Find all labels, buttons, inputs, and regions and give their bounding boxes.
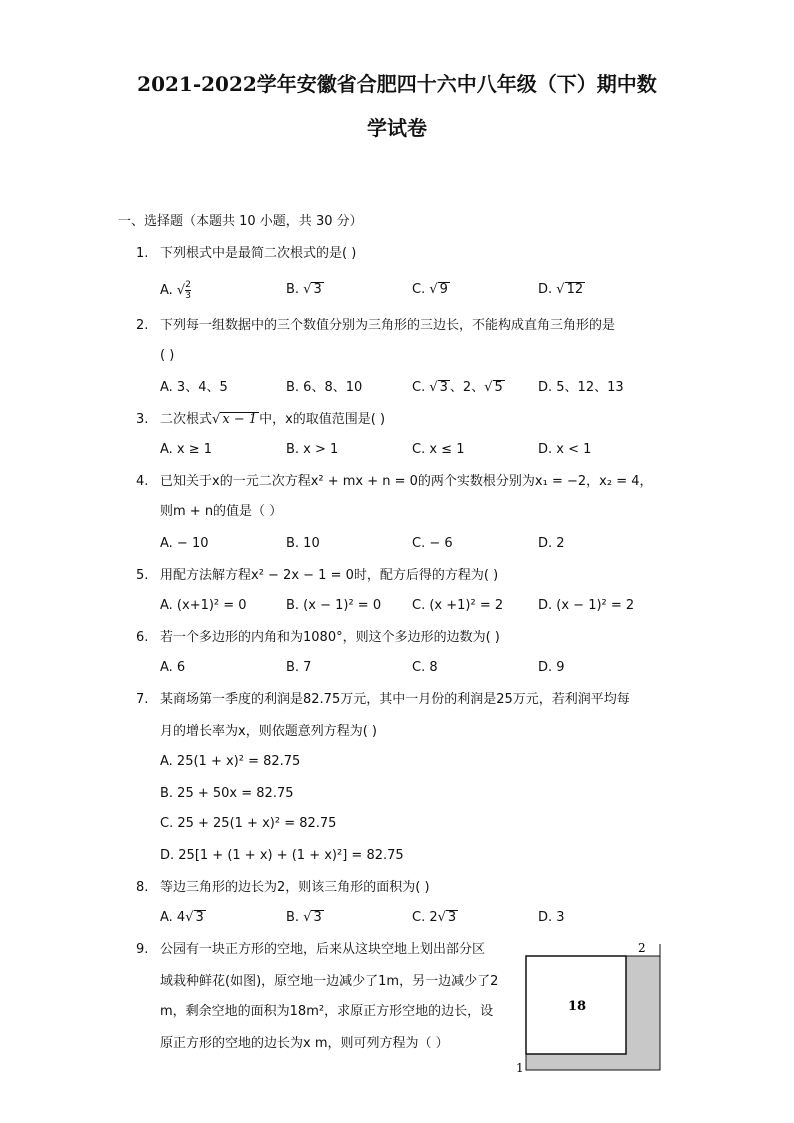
q8-option-b: B. √ 3 bbox=[286, 910, 322, 925]
square-garden-figure bbox=[514, 938, 664, 1078]
q7-option-a: A. 25(1 + x)² = 82.75 bbox=[160, 754, 301, 769]
q7-option-c: C. 25 + 25(1 + x)² = 82.75 bbox=[160, 816, 337, 831]
q6-option-c: C. 8 bbox=[412, 660, 438, 675]
q4-option-c: C. − 6 bbox=[412, 536, 453, 551]
q3-option-c: C. x ≤ 1 bbox=[412, 442, 465, 457]
q1-option-b: B. √ 3 bbox=[286, 282, 322, 297]
q6-option-b: B. 7 bbox=[286, 660, 312, 675]
question-4-line2: 则m + n的值是（ ） bbox=[160, 504, 283, 519]
question-2-line2: ( ) bbox=[160, 348, 175, 363]
question-7: 7. 某商场第一季度的利润是82.75万元，其中一月份的利润是25万元，若利润平均每 bbox=[136, 692, 630, 707]
question-5: 5. 用配方法解方程x² − 2x − 1 = 0时，配方后得的方程为( ) bbox=[136, 568, 499, 583]
question-6: 6. 若一个多边形的内角和为1080°，则这个多边形的边数为( ) bbox=[136, 630, 500, 645]
q1-option-a: A. √ $\frac{2}{3}$ bbox=[160, 280, 191, 301]
question-1: 1. 下列根式中是最简二次根式的是( ) bbox=[136, 246, 357, 261]
q3-option-a: A. x ≥ 1 bbox=[160, 442, 213, 457]
question-9-line2: 域栽种鲜花(如图)，原空地一边减少了1m，另一边减少了2 bbox=[160, 974, 499, 989]
figure-label-center: 18 bbox=[568, 999, 587, 1014]
q5-option-c: C. (x +1)² = 2 bbox=[412, 598, 504, 613]
question-4: 4. 已知关于x的一元二次方程x² + mx + n = 0的两个实数根分别为x₁ = −2，x₂ = 4， bbox=[136, 474, 653, 489]
q4-option-a: A. − 10 bbox=[160, 536, 209, 551]
q6-option-d: D. 9 bbox=[538, 660, 565, 675]
q2-option-a: A. 3、4、5 bbox=[160, 380, 228, 395]
q8-option-a: A. 4√ 3 bbox=[160, 910, 204, 925]
q7-option-d: D. 25[1 + (1 + x) + (1 + x)²] = 82.75 bbox=[160, 848, 404, 863]
q5-option-a: A. (x+1)² = 0 bbox=[160, 598, 247, 613]
section-heading: 一、选择题（本题共 10 小题，共 30 分） bbox=[118, 214, 363, 229]
page-title-line1: 2021-2022学年安徽省合肥四十六中八年级（下）期中数 bbox=[137, 72, 657, 96]
q1-option-c: C. √ 9 bbox=[412, 282, 448, 297]
q5-option-d: D. (x − 1)² = 2 bbox=[538, 598, 635, 613]
figure-label-left: 1 bbox=[516, 1061, 524, 1075]
q4-option-d: D. 2 bbox=[538, 536, 565, 551]
q3-option-d: D. x < 1 bbox=[538, 442, 592, 457]
q8-option-c: C. 2√ 3 bbox=[412, 910, 457, 925]
q2-option-b: B. 6、8、10 bbox=[286, 380, 363, 395]
q7-option-b: B. 25 + 50x = 82.75 bbox=[160, 786, 294, 801]
question-3: 3. 二次根式√ x − 1 中，x的取值范围是( ) bbox=[136, 412, 386, 427]
q1-option-d: D. √ 12 bbox=[538, 282, 584, 297]
q6-option-a: A. 6 bbox=[160, 660, 186, 675]
q8-option-d: D. 3 bbox=[538, 910, 565, 925]
question-7-line2: 月的增长率为x，则依题意列方程为( ) bbox=[160, 724, 377, 739]
q2-option-c: C. √ 3 、2、√ 5 bbox=[412, 380, 503, 395]
question-2: 2. 下列每一组数据中的三个数值分别为三角形的三边长，不能构成直角三角形的是 bbox=[136, 318, 616, 333]
question-9-line3: m，剩余空地的面积为18m²，求原正方形空地的边长，设 bbox=[160, 1004, 494, 1019]
q5-option-b: B. (x − 1)² = 0 bbox=[286, 598, 382, 613]
page-title-line2: 学试卷 bbox=[367, 116, 427, 140]
q2-option-d: D. 5、12、13 bbox=[538, 380, 624, 395]
figure-label-top: 2 bbox=[638, 941, 646, 955]
question-8: 8. 等边三角形的边长为2，则该三角形的面积为( ) bbox=[136, 880, 430, 895]
question-9-line4: 原正方形的空地的边长为x m，则可列方程为（ ） bbox=[160, 1036, 449, 1051]
question-9: 9. 公园有一块正方形的空地，后来从这块空地上划出部分区 bbox=[136, 942, 486, 957]
q3-option-b: B. x > 1 bbox=[286, 442, 339, 457]
q4-option-b: B. 10 bbox=[286, 536, 320, 551]
